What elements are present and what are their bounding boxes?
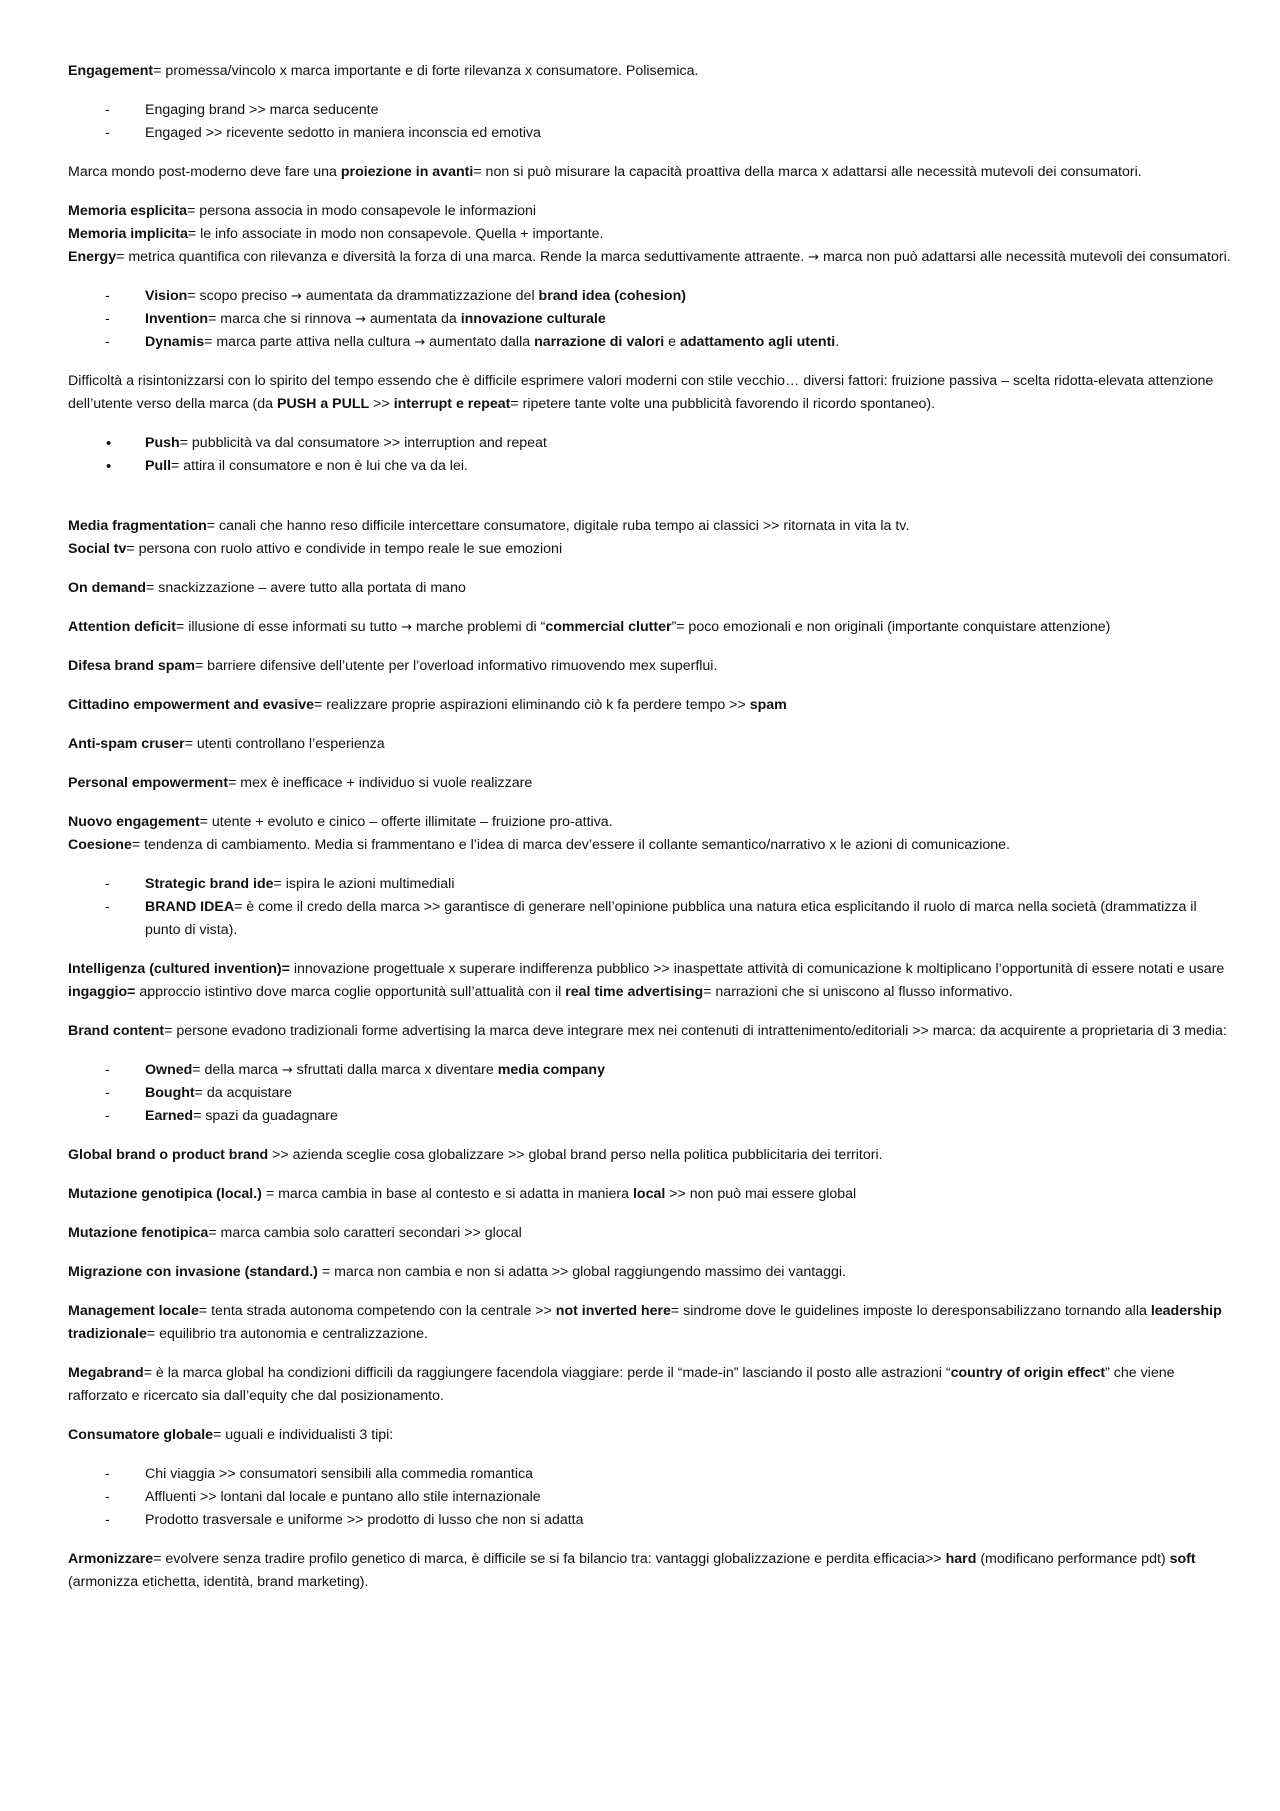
term: BRAND IDEA [145,899,235,915]
personal-empowerment-definition: Personal empowerment= mex è inefficace + individuo si vuole realizzare [68,775,533,791]
term: Memoria esplicita [68,203,188,219]
term: Armonizzare [68,1551,154,1567]
brand-content-definition: Brand content= persone evadono tradizionali forme advertising la marca deve integrare mex nei contenuti di intrattenimento/editoriali >> marca: da acquirente a proprietaria di 3 media: [68,1023,1227,1039]
memoria-esplicita-definition: Memoria esplicita= persona associa in modo consapevole le informazioni [68,203,537,219]
cittadino-definition: Cittadino empowerment and evasive= realizzare proprie aspirazioni eliminando ciò k fa perdere tempo >> spam [68,697,787,713]
push-pull-list [68,432,1232,478]
term: Media fragmentation [68,518,207,534]
term: Energy [68,249,117,265]
post-modern-paragraph: Marca mondo post-moderno deve fare una proiezione in avanti= non si può misurare la capacità proattiva della marca x adattarsi alle necessità mutevoli dei consumatori. [68,164,1142,180]
term: proiezione in avanti [340,164,474,180]
list-item: - Vision= scopo preciso → aumentata da drammatizzazione del brand idea (cohesion) [68,285,1232,308]
term: Mutazione genotipica (local.) [68,1186,262,1202]
term: On demand [68,580,147,596]
anti-spam-definition: Anti-spam cruser= utenti controllano l’esperienza [68,736,385,752]
coesione-list [68,873,1232,942]
term: Intelligenza (cultured invention)= [68,961,290,977]
term: Megabrand [68,1365,144,1381]
mutazione-genotipica-definition: Mutazione genotipica (local.) = marca cambia in base al contesto e si adatta in maniera local >> non può mai essere global [68,1186,857,1202]
arrow-right-icon: → [291,289,302,304]
list-item: • Push= pubblicità va dal consumatore >> interruption and repeat [68,432,1232,455]
term: Dynamis [145,334,205,350]
engagement-list [68,99,1232,145]
term: Nuovo engagement [68,814,200,830]
term: Consumatore globale [68,1427,214,1443]
term: Engagement [68,63,154,79]
list-item: - Prodotto trasversale e uniforme >> prodotto di lusso che non si adatta [68,1509,1232,1532]
term: Personal empowerment [68,775,229,791]
list-item: - Engaging brand >> marca seducente [68,99,1232,122]
term: Social tv [68,541,127,557]
term: Strategic brand ide [145,876,274,892]
term: Pull [145,458,172,474]
arrow-right-icon: → [414,335,426,350]
difficolta-paragraph: Difficoltà a risintonizzarsi con lo spirito del tempo essendo che è difficile esprimere valori moderni con stile vecchio… diversi fattori: fruizione passiva – scelta ridotta-elevata attenzione dell’utente verso della marca (da PUSH a PULL >> interrupt e repeat= ripetere tante volte una pubblicità favorendo il ricordo spontaneo). [68,373,1214,412]
term: Global brand o product brand [68,1147,269,1163]
memoria-implicita-definition: Memoria implicita= le info associate in modo non consapevole. Quella + importante. [68,226,604,242]
arrow-right-icon: → [355,312,367,327]
list-item: - Strategic brand ide= ispira le azioni multimediali [68,873,1232,896]
coesione-definition: Coesione= tendenza di cambiamento. Media si frammentano e l’idea di marca dev’essere il collante semantico/narrativo x le azioni di comunicazione. [68,837,1010,853]
list-item: - Chi viaggia >> consumatori sensibili alla commedia romantica [68,1463,1232,1486]
list-item: - BRAND IDEA= è come il credo della marca >> garantisce di generare nell’opinione pubblica una natura etica esplicitando il ruolo di marca nella società (drammatizza il punto di vista). [68,896,1232,942]
consumatore-list [68,1463,1232,1532]
list-item: - Earned= spazi da guadagnare [68,1105,1232,1128]
attention-deficit-definition: Attention deficit= illusione di esse informati su tutto → marche problemi di “commercial clutter”= poco emozionali e non originali (importante conquistare attenzione) [68,619,1111,635]
list-item: • Pull= attira il consumatore e non è lui che va da lei. [68,455,1232,478]
term: Cittadino empowerment and evasive [68,697,314,713]
migrazione-definition: Migrazione con invasione (standard.) = marca non cambia e non si adatta >> global raggiungendo massimo dei vantaggi. [68,1264,846,1280]
term: Attention deficit [68,619,176,635]
media-types-list [68,1059,1232,1128]
term: Brand content [68,1023,165,1039]
engagement-definition: Engagement= promessa/vincolo x marca importante e di forte rilevanza x consumatore. Polisemica. [68,63,699,79]
term: Owned [145,1062,193,1078]
list-item: - Engaged >> ricevente sedotto in maniera inconscia ed emotiva [68,122,1232,145]
difesa-brand-spam-definition: Difesa brand spam= barriere difensive dell’utente per l’overload informativo rimuovendo mex superflui. [68,658,718,674]
term: Memoria implicita [68,226,188,242]
term: Vision [145,288,188,304]
term: Migrazione con invasione (standard.) [68,1264,318,1280]
term: Mutazione fenotipica [68,1225,209,1241]
armonizzare-definition: Armonizzare= evolvere senza tradire profilo genetico di marca, è difficile se si fa bilancio tra: vantaggi globalizzazione e perdita efficacia>> hard (modificano performance pdt) soft (armonizza etichetta, identità, brand marketing). [68,1551,1196,1590]
term: Management locale [68,1303,199,1319]
list-item: - Dynamis= marca parte attiva nella cultura → aumentato dalla narrazione di valori e adattamento agli utenti. [68,331,1232,354]
arrow-right-icon: → [401,620,413,635]
list-item: - Affluenti >> lontani dal locale e puntano allo stile internazionale [68,1486,1232,1509]
term: Anti-spam cruser [68,736,185,752]
consumatore-globale-definition: Consumatore globale= uguali e individualisti 3 tipi: [68,1427,394,1443]
intelligenza-definition: Intelligenza (cultured invention)= innovazione progettuale x superare indifferenza pubblico >> inaspettate attività di comunicazione k moltiplicano l’opportunità di essere notati e usare ingaggio= approccio istintivo dove marca coglie opportunità sull’attualità con il real time advertising= narrazioni che si uniscono al flusso informativo. [68,961,1225,1000]
mutazione-fenotipica-definition: Mutazione fenotipica= marca cambia solo caratteri secondari >> glocal [68,1225,522,1241]
term: Push [145,435,180,451]
term: Invention [145,311,209,327]
term: Coesione [68,837,132,853]
energy-definition: Energy= metrica quantifica con rilevanza e diversità la forza di una marca. Rende la marca seduttivamente attraente. → marca non può adattarsi alle necessità mutevoli dei consumatori. [68,249,1231,265]
term: Bought [145,1085,195,1101]
arrow-right-icon: → [808,250,820,265]
arrow-right-icon: → [281,1063,293,1078]
social-tv-definition: Social tv= persona con ruolo attivo e condivide in tempo reale le sue emozioni [68,541,563,557]
global-brand-definition: Global brand o product brand >> azienda sceglie cosa globalizzare >> global brand perso nella politica pubblicitaria dei territori. [68,1147,883,1163]
term: Difesa brand spam [68,658,195,674]
media-fragmentation-definition: Media fragmentation= canali che hanno reso difficile intercettare consumatore, digitale ruba tempo ai classici >> ritornata in vita la tv. [68,518,910,534]
list-item: - Owned= della marca → sfruttati dalla marca x diventare media company [68,1059,1232,1082]
megabrand-definition: Megabrand= è la marca global ha condizioni difficili da raggiungere facendola viaggiare: perde il “made-in” lasciando il posto alle astrazioni “country of origin effect” che viene rafforzato e ricercato sia dall’equity che dal posizionamento. [68,1365,1175,1404]
management-locale-definition: Management locale= tenta strada autonoma competendo con la centrale >> not inverted here= sindrome dove le guidelines imposte lo deresponsabilizzano tornando alla leadership tradizionale= equilibrio tra autonomia e centralizzazione. [68,1303,1222,1342]
term: Earned [145,1108,194,1124]
energy-list [68,285,1232,354]
nuovo-engagement-definition: Nuovo engagement= utente + evoluto e cinico – offerte illimitate – fruizione pro-attiva. [68,814,613,830]
list-item: - Invention= marca che si rinnova → aumentata da innovazione culturale [68,308,1232,331]
on-demand-definition: On demand= snackizzazione – avere tutto alla portata di mano [68,580,466,596]
list-item: - Bought= da acquistare [68,1082,1232,1105]
